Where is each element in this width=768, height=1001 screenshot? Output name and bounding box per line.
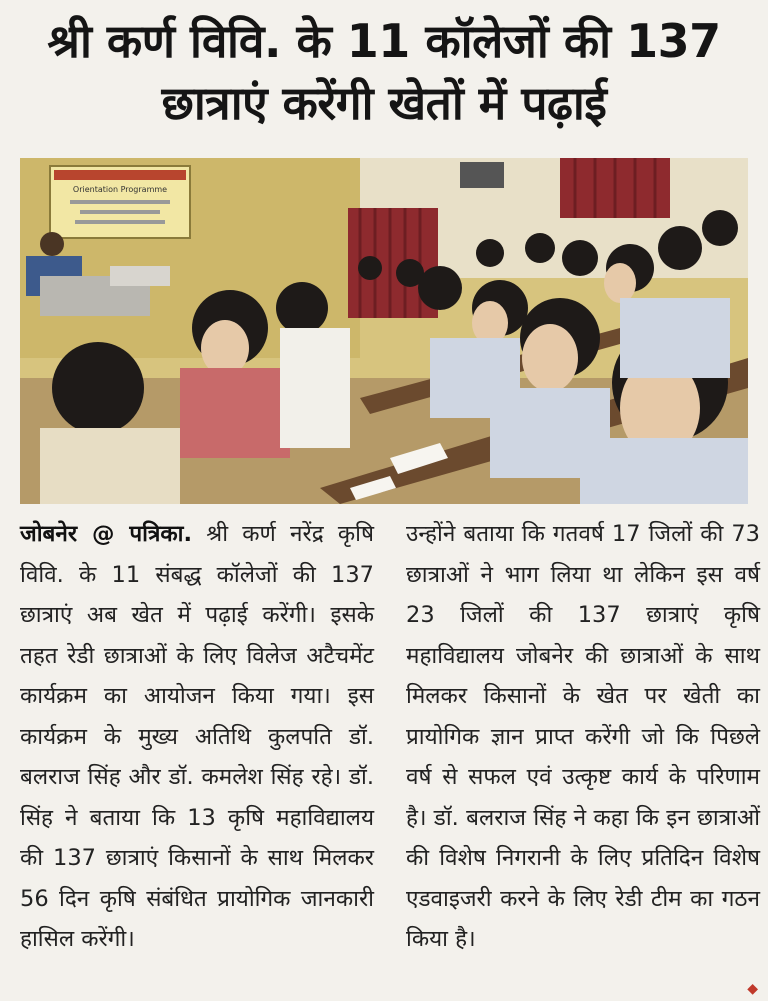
headline [0,0,768,150]
classroom-photo-illustration [20,158,748,504]
article-column-1 [20,514,374,984]
headline-line-1: श्री कर्ण विवि. के 11 कॉलेजों की 137 [47,14,721,68]
banner-title: Orientation Programme [72,185,168,194]
article-column-2 [406,514,760,984]
column-1-text: श्री कर्ण नरेंद्र कृषि विवि. के 11 संबद्ध कॉलेजों की 137 छात्राएं अब खेत में पढ़ाई करेंगी। इसके तहत रेडी छात्राओं के लिए विलेज अटैचमेंट कार्यक्रम का आयोजन किया गया। इस कार्यक्रम के मुख्य अतिथि कुलपति डॉ. बलराज सिंह और डॉ. कमलेश सिंह रहे। डॉ. सिंह ने बताया कि 13 कृषि महाविद्यालय की 137 छात्राएं किसानों के साथ मिलकर 56 दिन कृषि संबंधित प्रायोगिक जानकारी हासिल करेंगी। [20,521,374,952]
banner [50,166,190,238]
page-edge-mark: ◆ [747,981,758,997]
column-2-text: उन्होंने बताया कि गतवर्ष 17 जिलों की 73 छात्राओं ने भाग लिया था लेकिन इस वर्ष 23 जिलों की 137 छात्राएं कृषि महाविद्यालय जोबनेर की छात्राओं के साथ मिलकर किसानों के खेत पर खेती का प्रायोगिक ज्ञान प्राप्त करेंगी जो कि पिछले वर्ष से सफल एवं उत्कृष्ट कार्य के परिणाम है। डॉ. बलराज सिंह ने कहा कि इन छात्राओं की विशेष निगरानी के लिए प्रतिदिन विशेष एडवाइजरी करने के लिए रेडी टीम का गठन किया है। [406,521,760,952]
news-photo [20,158,748,504]
dateline: जोबनेर @ पत्रिका. [20,521,193,547]
headline-line-2: छात्राएं करेंगी खेतों में पढ़ाई [161,76,607,130]
article-body [20,514,760,984]
